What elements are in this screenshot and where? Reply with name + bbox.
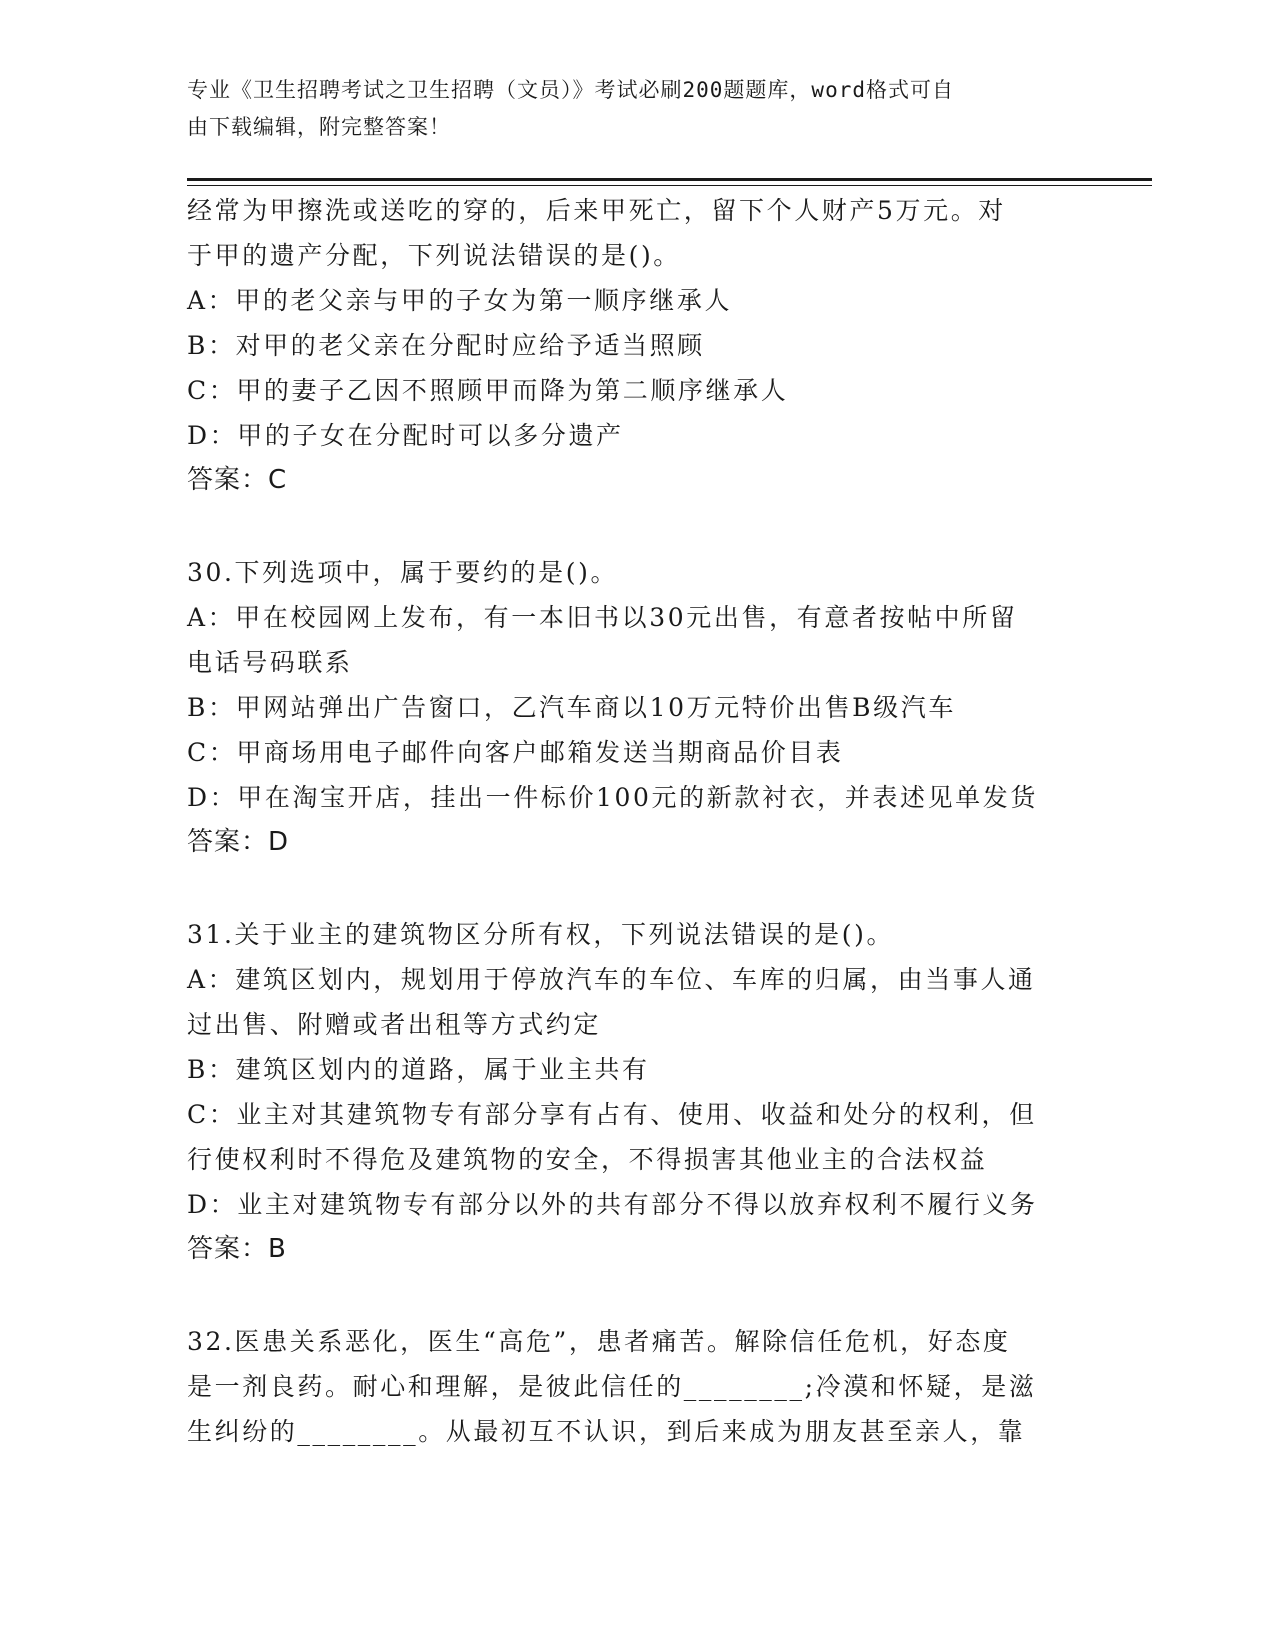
option-d: D：甲在淘宝开店，挂出一件标价100元的新款衬衣，并表述见单发货: [187, 783, 1038, 812]
option-d: D：甲的子女在分配时可以多分遗产: [187, 421, 624, 450]
option-a-continued: 电话号码联系: [187, 648, 353, 677]
document-body: [187, 188, 1087, 1454]
option-c: C：业主对其建筑物专有部分享有占有、使用、收益和处分的权利，但: [187, 1100, 1037, 1129]
question-stem-line: 经常为甲擦洗或送吃的穿的，后来甲死亡，留下个人财产5万元。对: [187, 196, 1006, 225]
option-a: A：甲在校园网上发布，有一本旧书以30元出售，有意者按帖中所留: [187, 603, 1018, 632]
option-a: A：甲的老父亲与甲的子女为第一顺序继承人: [187, 286, 733, 315]
question-stem-line: 30.下列选项中，属于要约的是()。: [187, 558, 619, 587]
option-a: A：建筑区划内，规划用于停放汽车的车位、车库的归属，由当事人通: [187, 965, 1036, 994]
header-line-2: 由下载编辑，附完整答案！: [187, 115, 451, 139]
header-divider-thick: [187, 178, 1152, 181]
question-30: [187, 550, 1087, 865]
question-spacer: [187, 1272, 1087, 1319]
question-stem-line: 31.关于业主的建筑物区分所有权，下列说法错误的是()。: [187, 920, 895, 949]
question-continued: [187, 188, 1087, 503]
option-a-continued: 过出售、附赠或者出租等方式约定: [187, 1010, 602, 1039]
question-spacer: [187, 865, 1087, 912]
option-c-continued: 行使权利时不得危及建筑物的安全，不得损害其他业主的合法权益: [187, 1145, 988, 1174]
option-b: B：对甲的老父亲在分配时应给予适当照顾: [187, 331, 705, 360]
question-spacer: [187, 503, 1087, 550]
answer-line: 答案：D: [187, 827, 290, 857]
header-divider-thin: [187, 185, 1152, 186]
option-b: B：建筑区划内的道路，属于业主共有: [187, 1055, 650, 1084]
option-d: D：业主对建筑物专有部分以外的共有部分不得以放弃权利不履行义务: [187, 1190, 1038, 1219]
answer-line: 答案：B: [187, 1234, 287, 1264]
option-c: C：甲商场用电子邮件向客户邮箱发送当期商品价目表: [187, 738, 844, 767]
question-stem-line: 于甲的遗产分配，下列说法错误的是()。: [187, 241, 681, 270]
header-line-1: 专业《卫生招聘考试之卫生招聘（文员）》考试必刷200题题库，word格式可自: [187, 78, 954, 102]
option-c: C：甲的妻子乙因不照顾甲而降为第二顺序继承人: [187, 376, 789, 405]
question-31: [187, 912, 1087, 1272]
page-header: [187, 72, 1067, 146]
answer-line: 答案：C: [187, 465, 288, 495]
question-stem-line: 32.医患关系恶化，医生“高危”，患者痛苦。解除信任危机，好态度: [187, 1327, 1011, 1356]
question-stem-line: 是一剂良药。耐心和理解，是彼此信任的________;冷漠和怀疑，是滋: [187, 1372, 1037, 1401]
question-stem-line: 生纠纷的________。从最初互不认识，到后来成为朋友甚至亲人，靠: [187, 1417, 1026, 1446]
option-b: B：甲网站弹出广告窗口，乙汽车商以10万元特价出售B级汽车: [187, 693, 956, 722]
question-32: [187, 1319, 1087, 1454]
